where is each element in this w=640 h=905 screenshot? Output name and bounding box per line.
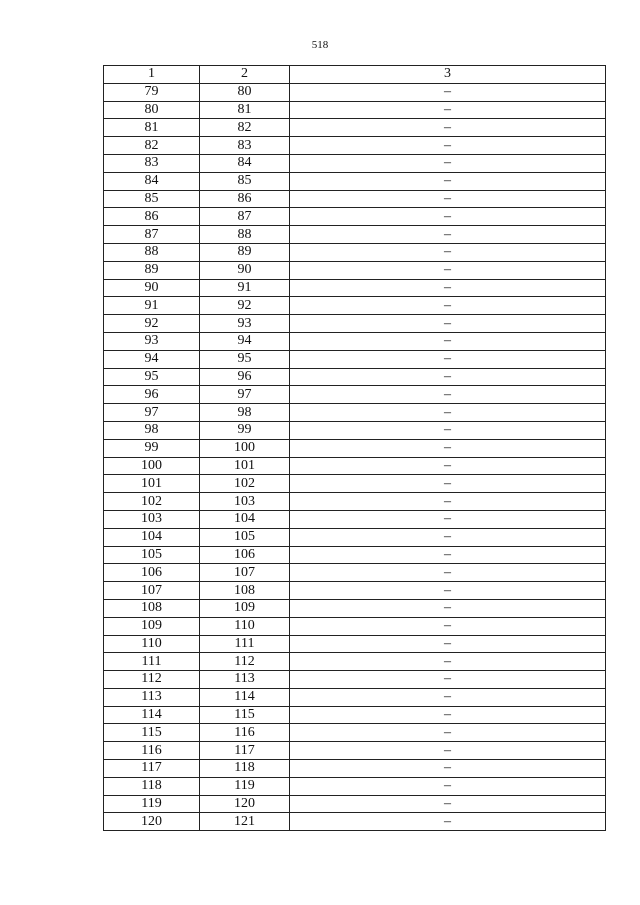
table-row [104,350,606,368]
table-cell-col-2: 107 [200,564,290,582]
table-cell-col-2: 118 [200,760,290,778]
table-cell-col-2: 120 [200,795,290,813]
table-row [104,119,606,137]
table-cell-col-3: – [290,439,606,457]
table-row [104,493,606,511]
table-row [104,795,606,813]
table-cell-col-3: – [290,368,606,386]
table-cell-col-2: 80 [200,83,290,101]
table-row [104,528,606,546]
table-cell-col-1: 111 [104,653,200,671]
table-cell-col-2: 89 [200,243,290,261]
table-cell-col-2: 88 [200,226,290,244]
table-cell-col-2: 115 [200,706,290,724]
table-cell-col-3: – [290,119,606,137]
table-cell-col-1: 81 [104,119,200,137]
table-cell-col-3: – [290,297,606,315]
page-number: 518 [311,39,329,51]
table-cell-col-3: – [290,688,606,706]
table-cell-col-2: 95 [200,350,290,368]
table-cell-col-3: – [290,172,606,190]
table-cell-col-3: – [290,760,606,778]
table-cell-col-2: 105 [200,528,290,546]
table-row [104,777,606,795]
table-cell-col-1: 90 [104,279,200,297]
table-row [104,297,606,315]
table-cell-col-1: 109 [104,617,200,635]
table-cell-col-1: 112 [104,671,200,689]
table-cell-col-3: – [290,226,606,244]
table-row [104,706,606,724]
table-cell-col-3: – [290,457,606,475]
table-cell-col-1: 103 [104,510,200,528]
table-cell-col-1: 120 [104,813,200,831]
table-row [104,813,606,831]
table-cell-col-2: 83 [200,137,290,155]
table-cell-col-1: 87 [104,226,200,244]
table-cell-col-1: 83 [104,154,200,172]
table-cell-col-3: – [290,243,606,261]
table-cell-col-3: – [290,350,606,368]
table-cell-col-1: 101 [104,475,200,493]
table-cell-col-2: 87 [200,208,290,226]
table-cell-col-1: 84 [104,172,200,190]
table-cell-col-3: – [290,599,606,617]
table-cell-col-1: 119 [104,795,200,813]
table-cell-col-2: 108 [200,582,290,600]
table-row [104,226,606,244]
table-cell-col-1: 89 [104,261,200,279]
table-cell-col-3: – [290,706,606,724]
table-cell-col-1: 91 [104,297,200,315]
table-cell-col-2: 117 [200,742,290,760]
table-row [104,724,606,742]
table-cell-col-1: 113 [104,688,200,706]
table-cell-col-2: 121 [200,813,290,831]
table-row [104,742,606,760]
table-row [104,760,606,778]
table-cell-col-2: 99 [200,421,290,439]
data-table [103,65,606,831]
table-row [104,564,606,582]
table-cell-col-2: 113 [200,671,290,689]
table-cell-col-2: 81 [200,101,290,119]
table-cell-col-1: 100 [104,457,200,475]
table-cell-col-2: 109 [200,599,290,617]
table-cell-col-2: 114 [200,688,290,706]
table-row [104,154,606,172]
table-cell-col-2: 96 [200,368,290,386]
table-cell-col-1: 106 [104,564,200,582]
column-header-3: 3 [290,66,606,84]
column-header-2: 2 [200,66,290,84]
table-cell-col-3: – [290,510,606,528]
table-cell-col-3: – [290,528,606,546]
table-cell-col-1: 94 [104,350,200,368]
table-cell-col-3: – [290,493,606,511]
table-cell-col-3: – [290,261,606,279]
table-cell-col-3: – [290,475,606,493]
table-cell-col-3: – [290,546,606,564]
table-cell-col-2: 102 [200,475,290,493]
table-cell-col-3: – [290,421,606,439]
table-cell-col-3: – [290,279,606,297]
table-row [104,101,606,119]
table-row [104,688,606,706]
table-cell-col-1: 116 [104,742,200,760]
table-cell-col-3: – [290,101,606,119]
table-row [104,137,606,155]
table-cell-col-3: – [290,190,606,208]
table-cell-col-3: – [290,386,606,404]
table-cell-col-3: – [290,154,606,172]
table-cell-col-1: 86 [104,208,200,226]
table-cell-col-1: 115 [104,724,200,742]
table-cell-col-3: – [290,653,606,671]
table-cell-col-2: 97 [200,386,290,404]
table-cell-col-2: 94 [200,332,290,350]
table-cell-col-3: – [290,582,606,600]
table-cell-col-1: 82 [104,137,200,155]
table-cell-col-1: 102 [104,493,200,511]
table-cell-col-2: 116 [200,724,290,742]
table-row [104,582,606,600]
table-row [104,475,606,493]
table-cell-col-2: 92 [200,297,290,315]
table-row [104,439,606,457]
table-cell-col-3: – [290,83,606,101]
table-row [104,404,606,422]
table-cell-col-2: 100 [200,439,290,457]
table-cell-col-1: 108 [104,599,200,617]
table-cell-col-1: 118 [104,777,200,795]
table-row [104,261,606,279]
table-row [104,599,606,617]
table-cell-col-2: 91 [200,279,290,297]
table-cell-col-3: – [290,742,606,760]
table-cell-col-1: 105 [104,546,200,564]
table-row [104,332,606,350]
table-cell-col-3: – [290,813,606,831]
table-cell-col-2: 101 [200,457,290,475]
table-cell-col-3: – [290,724,606,742]
table-cell-col-3: – [290,404,606,422]
table-cell-col-1: 99 [104,439,200,457]
table-cell-col-3: – [290,671,606,689]
table-cell-col-2: 85 [200,172,290,190]
table-cell-col-3: – [290,137,606,155]
table-cell-col-2: 110 [200,617,290,635]
table-cell-col-3: – [290,564,606,582]
table-cell-col-1: 95 [104,368,200,386]
table-cell-col-2: 111 [200,635,290,653]
column-header-1: 1 [104,66,200,84]
table-cell-col-2: 119 [200,777,290,795]
table-row [104,653,606,671]
table-cell-col-1: 107 [104,582,200,600]
table-cell-col-1: 97 [104,404,200,422]
table-cell-col-3: – [290,332,606,350]
table-row [104,635,606,653]
table-row [104,208,606,226]
table-row [104,315,606,333]
table-cell-col-2: 103 [200,493,290,511]
table-cell-col-2: 84 [200,154,290,172]
table-row [104,243,606,261]
table-cell-col-3: – [290,617,606,635]
table-row [104,368,606,386]
table-cell-col-1: 104 [104,528,200,546]
table-row [104,546,606,564]
table-cell-col-1: 92 [104,315,200,333]
table-cell-col-1: 98 [104,421,200,439]
table-cell-col-1: 85 [104,190,200,208]
table-cell-col-3: – [290,315,606,333]
header-row [104,66,606,84]
table-row [104,671,606,689]
table-row [104,172,606,190]
table-cell-col-1: 80 [104,101,200,119]
table-cell-col-2: 112 [200,653,290,671]
table-cell-col-1: 114 [104,706,200,724]
table-cell-col-1: 79 [104,83,200,101]
table-row [104,386,606,404]
table-cell-col-2: 90 [200,261,290,279]
table-cell-col-2: 86 [200,190,290,208]
table-row [104,617,606,635]
table-cell-col-1: 88 [104,243,200,261]
table-cell-col-2: 104 [200,510,290,528]
table-cell-col-2: 82 [200,119,290,137]
table-cell-col-2: 106 [200,546,290,564]
table-cell-col-1: 110 [104,635,200,653]
table-row [104,279,606,297]
table-cell-col-1: 93 [104,332,200,350]
table-row [104,421,606,439]
table-row [104,510,606,528]
table-cell-col-1: 96 [104,386,200,404]
table-row [104,190,606,208]
table-row [104,83,606,101]
table-cell-col-1: 117 [104,760,200,778]
table-body [104,83,606,830]
table-row [104,457,606,475]
table-cell-col-2: 98 [200,404,290,422]
table-cell-col-2: 93 [200,315,290,333]
table-cell-col-3: – [290,795,606,813]
table-cell-col-3: – [290,777,606,795]
table-cell-col-3: – [290,208,606,226]
table-cell-col-3: – [290,635,606,653]
